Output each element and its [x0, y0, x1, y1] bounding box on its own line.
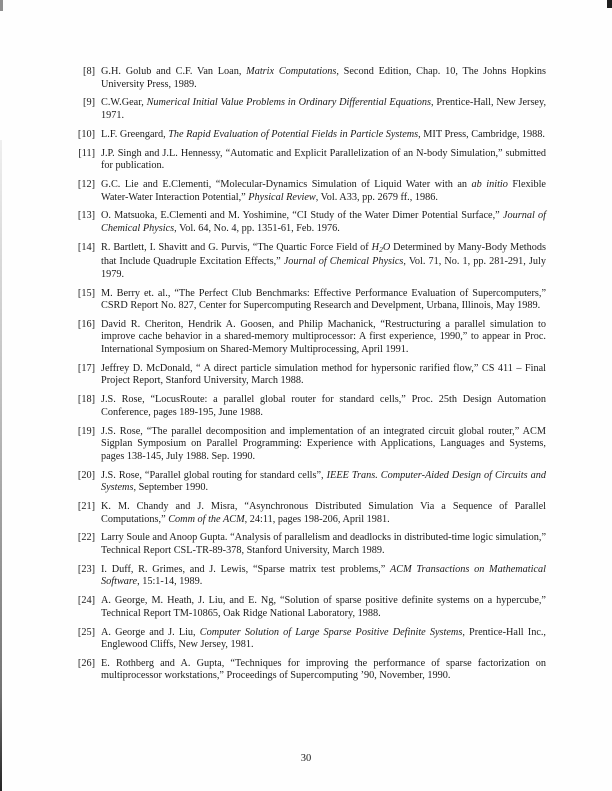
- reference-item: [71, 210, 546, 235]
- reference-number: [23]: [77, 563, 95, 575]
- reference-number: [10]: [77, 128, 95, 140]
- reference-number: [24]: [77, 595, 95, 607]
- reference-text: O. Matsuoka, E.Clementi and M. Yoshimine, “CI Study of the Water Dimer Potential Surface,” Journal of Chemical Physics, Vol. 64, No. 4, pp. 1351-61, Feb. 1976.: [101, 210, 547, 234]
- reference-item: [71, 97, 546, 122]
- reference-number: [14]: [77, 241, 95, 253]
- reference-text: K. M. Chandy and J. Misra, “Asynchronous Distributed Simulation Via a Sequence of Parallel Computations,” Comm of the ACM, 24:11, pages 198-206, April 1981.: [101, 500, 546, 525]
- reference-item: [71, 129, 546, 142]
- reference-number: [20]: [77, 469, 95, 481]
- page-number: 30: [300, 753, 312, 764]
- reference-item: [71, 148, 546, 173]
- reference-text: Jeffrey D. McDonald, “ A direct particle simulation method for hypersonic rarified flow,” CS 411 – Final Project Report, Stanford University, March 1988.: [101, 362, 546, 387]
- reference-text: G.H. Golub and C.F. Van Loan, Matrix Computations, Second Edition, Chap. 10, The Johns Hopkins University Press, 1989.: [101, 66, 547, 90]
- reference-text: David R. Cheriton, Hendrik A. Goosen, and Philip Machanick, “Restructuring a parallel simulation to improve cache behavior in a shared-memory multiprocessor: A first experience, 1990,” to appear in Proc. International Symposium on Shared-Memory Multiprocessing, April 1991.: [101, 318, 546, 356]
- reference-item: [71, 658, 546, 683]
- reference-text: J.S. Rose, “The parallel decomposition and implementation of an integrated circuit global router,” ACM Sigplan Symposium on Parallel Programming: Experience with Applications, Languages and Systems, pages 138-145, July 1988. Sep. 1990.: [101, 425, 546, 462]
- reference-text: C.W.Gear, Numerical Initial Value Problems in Ordinary Differential Equations, Prentice-Hall, New Jersey, 1971.: [101, 97, 547, 121]
- reference-text: M. Berry et. al., “The Perfect Club Benchmarks: Effective Performance Evaluation of Supercomputers,” CSRD Report No. 827, Center for Supercomputing Research and Develpment, Urbana, Illinois, May 1989.: [101, 287, 546, 312]
- reference-number: [11]: [78, 147, 95, 159]
- reference-text: R. Bartlett, I. Shavitt and G. Purvis, “The Quartic Force Field of $H_2O$ Determined by Many-Body Methods that Include Quadruple Excitation Effects,” Journal of Chemical Physics, Vol. 71, No. 1, pp. 281-291, July 1979.: [101, 241, 547, 280]
- reference-number: [12]: [77, 179, 95, 191]
- reference-item: [71, 426, 546, 464]
- reference-item: [71, 595, 546, 620]
- reference-item: [71, 66, 546, 91]
- reference-number: [26]: [77, 657, 95, 669]
- reference-number: [19]: [77, 425, 95, 437]
- reference-item: [71, 627, 546, 652]
- reference-number: [9]: [83, 97, 95, 109]
- reference-item: [71, 564, 546, 589]
- scan-artifact-left-edge: [0, 140, 2, 791]
- reference-number: [15]: [77, 287, 95, 299]
- reference-item: [71, 319, 546, 357]
- reference-number: [16]: [77, 318, 95, 330]
- reference-number: [22]: [77, 532, 95, 544]
- reference-item: [71, 242, 546, 281]
- reference-number: [17]: [77, 362, 95, 374]
- reference-text: J.P. Singh and J.L. Hennessy, “Automatic and Explicit Parallelization of an N-body Simulation,” submitted for publication.: [101, 147, 546, 172]
- reference-number: [8]: [83, 66, 95, 77]
- reference-item: [71, 179, 546, 204]
- reference-text: E. Rothberg and A. Gupta, “Techniques for improving the performance of sparse factorization on multiprocessor workstations,” Proceedings of Supercomputing ’90, November, 1990.: [101, 657, 546, 682]
- reference-item: [71, 532, 546, 557]
- reference-list: [71, 66, 546, 689]
- scan-artifact-top-left: [0, 0, 3, 11]
- reference-text: A. George and J. Liu, Computer Solution of Large Sparse Positive Definite Systems, Prentice-Hall Inc., Englewood Cliffs, New Jersey, 1981.: [101, 626, 546, 651]
- reference-number: [25]: [77, 626, 95, 638]
- reference-number: [13]: [77, 210, 95, 222]
- reference-text: A. George, M. Heath, J. Liu, and E. Ng, “Solution of sparse positive definite systems on a hypercube,” Technical Report TM-10865, Oak Ridge National Laboratory, 1988.: [101, 595, 546, 619]
- reference-text: I. Duff, R. Grimes, and J. Lewis, “Sparse matrix test problems,” ACM Transactions on Mathematical Software, 15:1-14, 1989.: [101, 563, 546, 588]
- reference-text: J.S. Rose, “Parallel global routing for standard cells”, IEEE Trans. Computer-Aided Design of Circuits and Systems, September 1990.: [101, 469, 546, 494]
- reference-item: [71, 363, 546, 388]
- reference-item: [71, 394, 546, 419]
- scan-artifact-top-right: [607, 0, 612, 8]
- reference-text: Larry Soule and Anoop Gupta. “Analysis of parallelism and deadlocks in distributed-time logic simulation,” Technical Report CSL-TR-89-378, Stanford University, March 1989.: [101, 532, 546, 556]
- reference-text: G.C. Lie and E.Clementi, “Molecular-Dynamics Simulation of Liquid Water with an ab initio Flexible Water-Water Interaction Potential,” Physical Review, Vol. A33, pp. 2679 ff., 1986.: [101, 179, 546, 203]
- reference-text: L.F. Greengard, The Rapid Evaluation of Potential Fields in Particle Systems, MIT Press, Cambridge, 1988.: [101, 128, 545, 140]
- reference-number: [21]: [77, 500, 95, 512]
- reference-text: J.S. Rose, “LocusRoute: a parallel global router for standard cells,” Proc. 25th Design Automation Conference, pages 189-195, June 1988.: [101, 394, 546, 418]
- reference-item: [71, 501, 546, 526]
- reference-item: [71, 288, 546, 313]
- reference-item: [71, 470, 546, 495]
- reference-number: [18]: [77, 394, 95, 406]
